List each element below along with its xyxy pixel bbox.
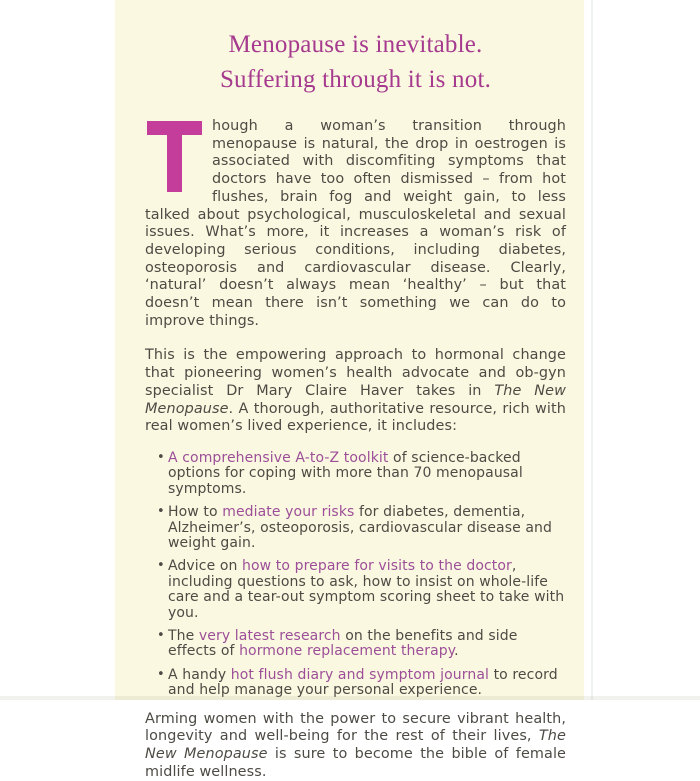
dropcap-stem-shape xyxy=(167,121,182,192)
list-item-risks xyxy=(157,505,566,551)
page-edge-shadow xyxy=(591,0,593,700)
bottom-edge-shadow xyxy=(0,696,700,700)
intro-text: hough a woman’s transition through menopause is natural, the drop in oestrogen is associated with discomfiting symptoms that doctors have too often dismissed – from hot flushes, brain fog and weight gain, to less talked about psychological, musculoskeletal and sexual issues. What’s more, it increases a woman’s risk of developing serious conditions, including diabetes, osteoporosis and cardiovascular disease. Clearly, ‘natural’ doesn’t always mean ‘healthy’ – but that doesn’t mean there isn’t something we can do to improve things. xyxy=(145,118,566,329)
list-item-toolkit xyxy=(157,451,566,497)
closing-paragraph: Arming women with the power to secure vibrant health, longevity and well-being for the rest of their lives, The New Menopause is sure to become the bible of female midlife wellness. xyxy=(145,710,566,780)
list-item-text: How to mediate your risks for diabetes, dementia, Alzheimer’s, osteoporosis, cardiovascular disease and weight gain. xyxy=(168,504,553,551)
list-item-text: The very latest research on the benefits and side effects of hormone replacement therapy. xyxy=(168,628,518,660)
title-line-2: Suffering through it is not. xyxy=(219,66,492,93)
bullet-dot-icon: • xyxy=(157,449,165,465)
page-panel xyxy=(115,0,584,780)
bullet-dot-icon: • xyxy=(157,628,165,644)
title-line-1: Menopause is inevitable. xyxy=(228,31,483,58)
bullet-dot-icon: • xyxy=(157,504,165,520)
list-item-text: A comprehensive A-to-Z toolkit of science-backed options for coping with more than 70 menopausal symptoms. xyxy=(168,449,523,497)
bullet-dot-icon: • xyxy=(157,666,165,682)
intro-paragraph xyxy=(145,118,566,330)
list-item-diary xyxy=(157,668,566,699)
bullet-dot-icon: • xyxy=(157,558,165,574)
page-title xyxy=(145,27,566,97)
list-item-text: Advice on how to prepare for visits to the doctor, including questions to ask, how to insist on whole-life care and a tear-out symptom scoring sheet to take with you. xyxy=(168,558,565,621)
list-item-research xyxy=(157,629,566,660)
list-item-doctor-visits xyxy=(157,559,566,621)
about-paragraph: This is the empowering approach to hormonal change that pioneering women’s health advocate and ob-gyn specialist Dr Mary Claire Haver takes in The New Menopause. A thorough, authoritative resource, rich with real women’s lived experience, it includes: xyxy=(145,347,566,435)
features-list xyxy=(157,451,566,699)
drop-cap-letter xyxy=(147,121,202,192)
list-item-text: A handy hot flush diary and symptom journal to record and help manage your personal experience. xyxy=(168,666,558,699)
